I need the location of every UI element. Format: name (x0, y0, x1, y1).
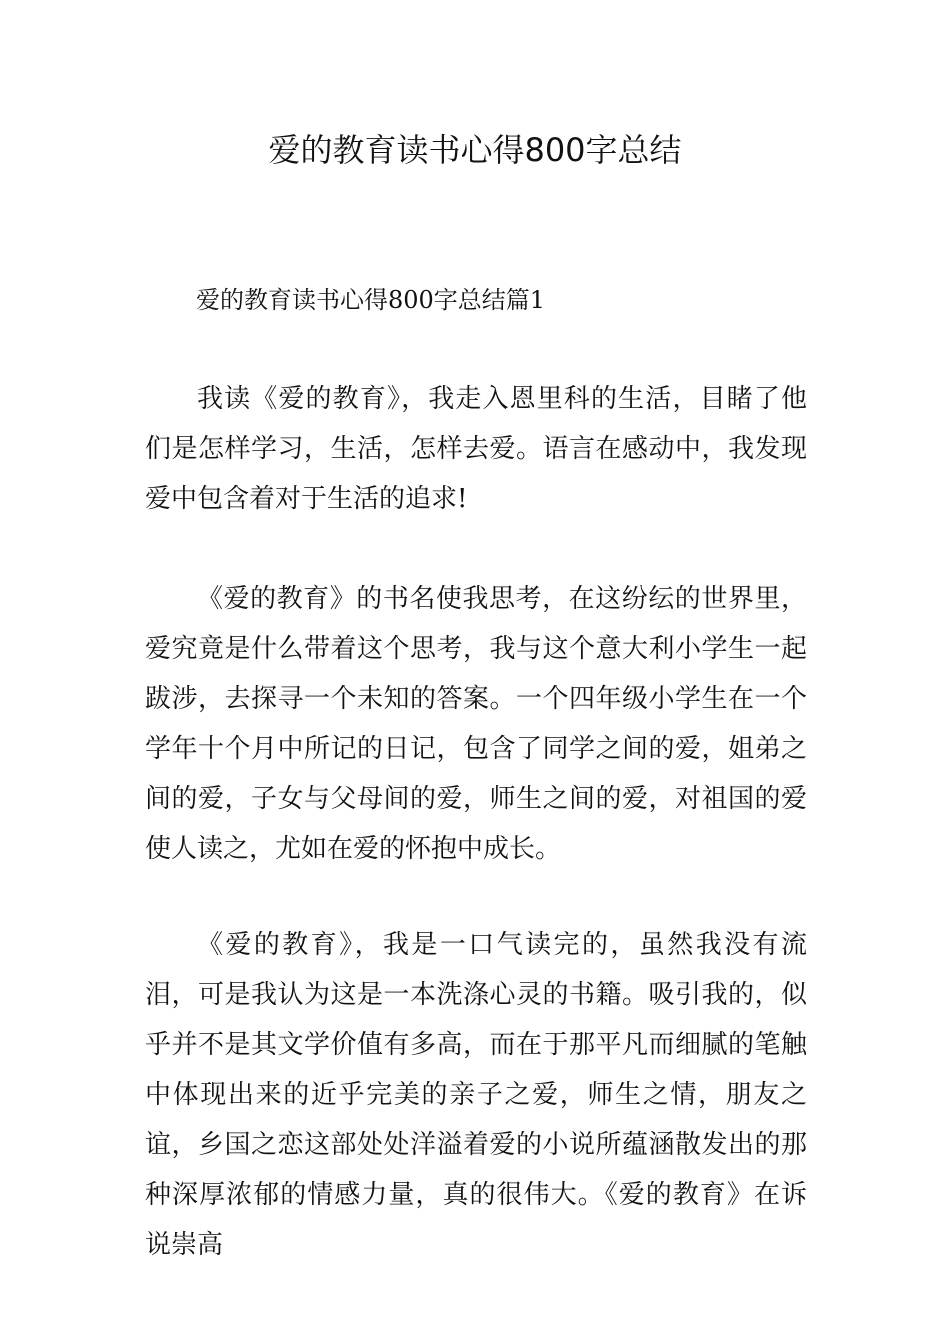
paragraph-3: 《爱的教育》，我是一口气读完的，虽然我没有流泪，可是我认为这是一本洗涤心灵的书籍。吸引我的，似乎并不是其文学价值有多高，而在于那平凡而细腻的笔触中体现出来的近乎完美的亲子之爱，师生之情，朋友之谊，乡国之恋这部处处洋溢着爱的小说所蕴涵散发出的那种深厚浓郁的情感力量，真的很伟大。《爱的教育》在诉说崇高 (145, 930, 807, 1260)
section-heading: 爱的教育读书心得800字总结篇1 (196, 286, 546, 314)
paragraph-1: 我读《爱的教育》，我走入恩里科的生活，目睹了他们是怎样学习，生活，怎样去爱。语言在感动中，我发现爱中包含着对于生活的追求! (145, 384, 807, 514)
document-title: 爱的教育读书心得800字总结 (268, 131, 682, 169)
paragraph-2: 《爱的教育》的书名使我思考，在这纷纭的世界里，爱究竟是什么带着这个思考，我与这个意大利小学生一起跋涉，去探寻一个未知的答案。一个四年级小学生在一个学年十个月中所记的日记，包含了同学之间的爱，姐弟之间的爱，子女与父母间的爱，师生之间的爱，对祖国的爱使人读之，尤如在爱的怀抱中成长。 (145, 584, 807, 864)
